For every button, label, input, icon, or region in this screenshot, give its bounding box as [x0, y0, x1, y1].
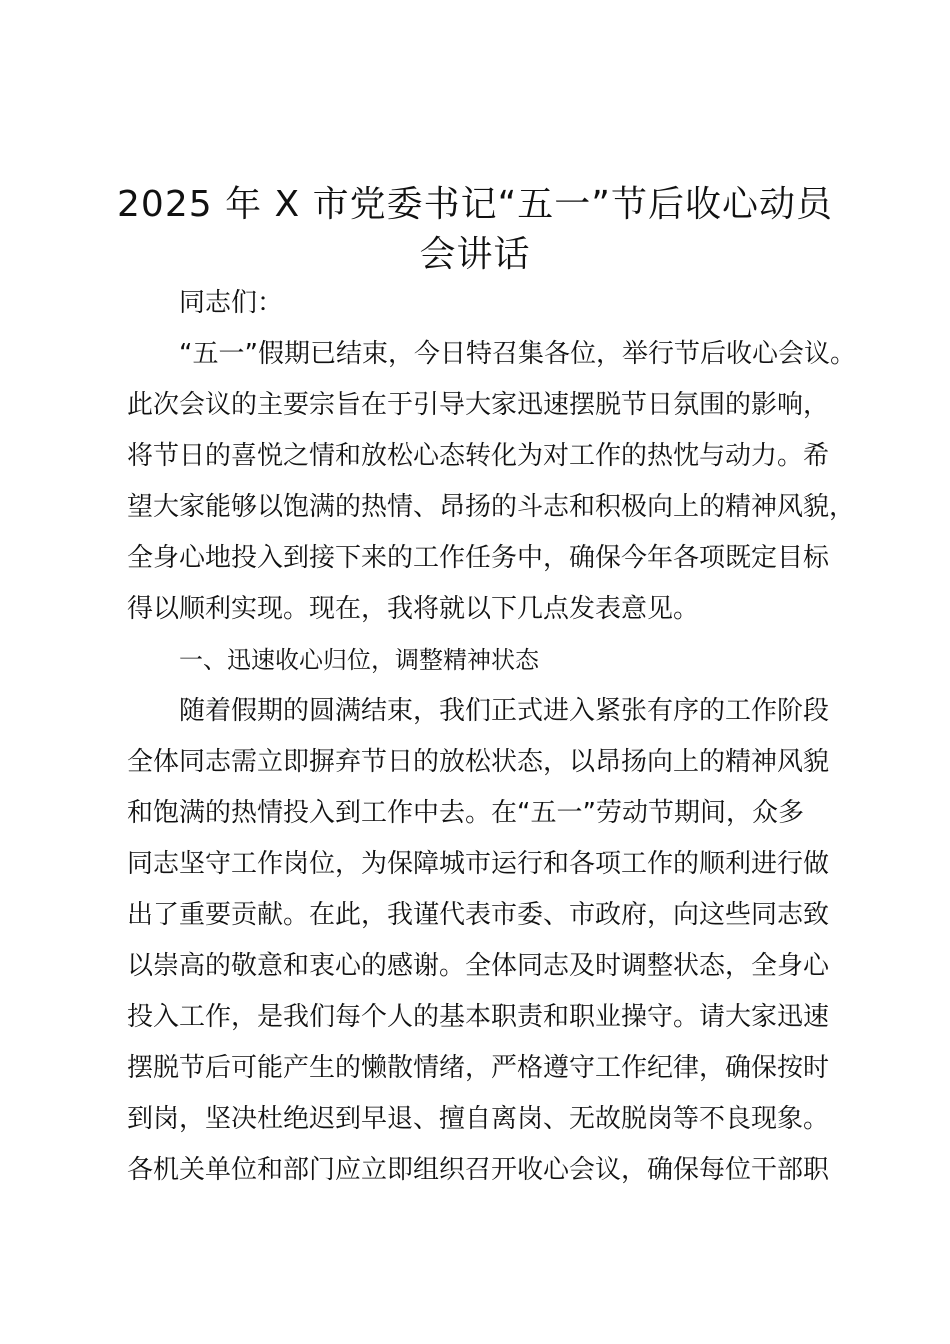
- text-line: 望大家能够以饱满的热情、昂扬的斗志和积极向上的精神风貌，: [127, 492, 856, 522]
- document-body: [127, 278, 856, 1196]
- text-line: 随着假期的圆满结束，我们正式进入紧张有序的工作阶段: [179, 696, 830, 726]
- text-line: 将节日的喜悦之情和放松心态转化为对工作的热忱与动力。希: [127, 441, 830, 471]
- text-line: 以崇高的敬意和衷心的感谢。全体同志及时调整状态，全身心: [127, 951, 830, 981]
- text-line: 投入工作，是我们每个人的基本职责和职业操守。请大家迅速: [127, 1002, 830, 1032]
- text-line: 全身心地投入到接下来的工作任务中，确保今年各项既定目标: [127, 543, 830, 573]
- text-line: 此次会议的主要宗旨在于引导大家迅速摆脱节日氛围的影响，: [127, 390, 830, 420]
- title-line-2: 会讲话: [419, 234, 531, 275]
- text-line: 到岗，坚决杜绝迟到早退、擅自离岗、无故脱岗等不良现象。: [127, 1104, 830, 1134]
- text-line: 各机关单位和部门应立即组织召开收心会议，确保每位干部职: [127, 1155, 830, 1185]
- text-line: 全体同志需立即摒弃节日的放松状态，以昂扬向上的精神风貌: [127, 747, 830, 777]
- salutation: 同志们：: [179, 288, 284, 318]
- document-title: [100, 180, 850, 280]
- text-line: 得以顺利实现。现在，我将就以下几点发表意见。: [127, 594, 700, 624]
- text-line: 和饱满的热情投入到工作中去。在“五一”劳动节期间，众多: [127, 798, 804, 828]
- text-line: 出了重要贡献。在此，我谨代表市委、市政府，向这些同志致: [127, 900, 830, 930]
- text-line: 同志坚守工作岗位，为保障城市运行和各项工作的顺利进行做: [127, 849, 830, 879]
- text-line: 摆脱节后可能产生的懒散情绪，严格遵守工作纪律，确保按时: [127, 1053, 830, 1083]
- paragraph-lines: [127, 329, 856, 1196]
- text-line: “五一”假期已结束，今日特召集各位，举行节后收心会议。: [179, 339, 856, 369]
- section-heading: 一、迅速收心归位，调整精神状态: [179, 646, 539, 674]
- title-line-1: 2025 年 X 市党委书记“五一”节后收心动员: [117, 184, 833, 225]
